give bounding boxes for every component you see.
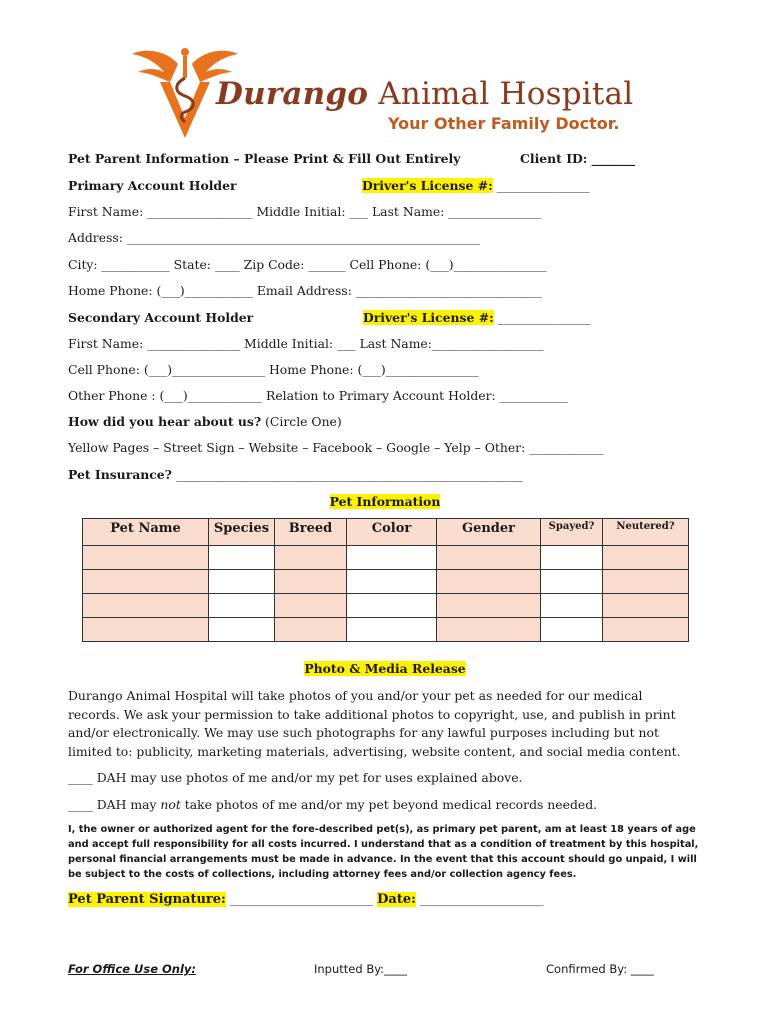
address-line[interactable]: Address: _________________________________________________________ [68, 230, 481, 245]
table-cell[interactable] [275, 594, 347, 618]
secondary-name-line[interactable]: First Name: _______________ Middle Initial: ___ Last Name:__________________ [68, 336, 544, 351]
column-header: Breed [275, 519, 347, 546]
media-consent-option[interactable]: ____ DAH may use photos of me and/or my pet for uses explained above. [68, 770, 523, 785]
table-cell[interactable] [275, 546, 347, 570]
pet-info-table [82, 518, 689, 642]
table-cell[interactable] [603, 546, 689, 570]
table-cell[interactable] [437, 546, 541, 570]
confirmed-by-field[interactable]: Confirmed By: ____ [546, 962, 654, 976]
media-decline-option[interactable]: ____ DAH may not take photos of me and/or my pet beyond medical records needed. [68, 797, 598, 812]
table-cell[interactable] [83, 570, 209, 594]
column-header: Neutered? [603, 519, 689, 546]
table-cell[interactable] [275, 618, 347, 642]
referral-question: How did you hear about us? (Circle One) [68, 414, 342, 429]
media-release-heading: Photo & Media Release [304, 661, 466, 676]
table-cell[interactable] [83, 546, 209, 570]
primary-name-line[interactable]: First Name: _________________ Middle Initial: ___ Last Name: _______________ [68, 204, 542, 219]
table-cell[interactable] [603, 594, 689, 618]
column-header: Color [347, 519, 437, 546]
inputted-by-field[interactable]: Inputted By:____ [314, 962, 408, 976]
table-row [83, 570, 689, 594]
table-cell[interactable] [209, 618, 275, 642]
client-id-field[interactable]: Client ID: _______ [520, 151, 636, 166]
table-cell[interactable] [347, 618, 437, 642]
table-cell[interactable] [209, 546, 275, 570]
table-cell[interactable] [347, 570, 437, 594]
media-heading-wrap [0, 661, 770, 677]
media-release-paragraph: Durango Animal Hospital will take photos of you and/or your pet as needed for our medical records. We ask your permission to take additional photos to copyright, use, and publish in print and/or electronically. We may use such photographs for any lawful purposes including but not limited to: publicity, marketing materials, advertising, website content, and social media content. [68, 688, 681, 759]
table-cell[interactable] [83, 618, 209, 642]
hospital-tagline: Your Other Family Doctor. [388, 114, 620, 133]
table-cell[interactable] [209, 594, 275, 618]
secondary-license-field[interactable]: Driver's License #: _______________ [363, 310, 591, 325]
table-cell[interactable] [347, 546, 437, 570]
table-cell[interactable] [83, 594, 209, 618]
table-cell[interactable] [209, 570, 275, 594]
table-cell[interactable] [541, 594, 603, 618]
column-header: Species [209, 519, 275, 546]
table-cell[interactable] [275, 570, 347, 594]
table-cell[interactable] [541, 546, 603, 570]
table-row [83, 618, 689, 642]
column-header: Spayed? [541, 519, 603, 546]
signature-label: Pet Parent Signature: [68, 892, 226, 907]
pet-info-heading-wrap [0, 494, 770, 510]
signature-line[interactable]: Pet Parent Signature: ______________________ Date: ___________________ [68, 892, 544, 907]
referral-options[interactable]: Yellow Pages – Street Sign – Website – Facebook – Google – Yelp – Other: ____________ [68, 440, 604, 455]
city-state-zip-line[interactable]: City: ___________ State: ____ Zip Code: ______ Cell Phone: (___)_______________ [68, 257, 547, 272]
table-row [83, 546, 689, 570]
table-cell[interactable] [541, 618, 603, 642]
hospital-name: Durango Animal Hospital [216, 76, 634, 112]
primary-license-label: Driver's License #: [362, 178, 493, 193]
table-cell[interactable] [603, 570, 689, 594]
secondary-license-label: Driver's License #: [363, 310, 494, 325]
table-cell[interactable] [437, 570, 541, 594]
table-cell[interactable] [603, 618, 689, 642]
table-row [83, 594, 689, 618]
column-header: Gender [437, 519, 541, 546]
other-phone-line[interactable]: Other Phone : (___)____________ Relation to Primary Account Holder: ___________ [68, 388, 568, 403]
table-cell[interactable] [541, 570, 603, 594]
secondary-phone-line[interactable]: Cell Phone: (___)_______________ Home Phone: (___)_______________ [68, 362, 479, 377]
secondary-holder-heading: Secondary Account Holder [68, 310, 254, 325]
table-header-row [83, 519, 689, 546]
pet-info-heading: Pet Information [329, 494, 441, 509]
home-email-line[interactable]: Home Phone: (___)___________ Email Address: ______________________________ [68, 283, 542, 298]
form-title: Pet Parent Information – Please Print & Fill Out Entirely [68, 151, 461, 166]
hospital-logo [130, 42, 650, 142]
table-cell[interactable] [347, 594, 437, 618]
primary-license-field[interactable]: Driver's License #: _______________ [362, 178, 590, 193]
column-header: Pet Name [83, 519, 209, 546]
date-label: Date: [377, 892, 416, 907]
office-use-label: For Office Use Only: [68, 962, 197, 976]
pet-insurance-line[interactable]: Pet Insurance? ________________________________________________________ [68, 467, 523, 482]
table-cell[interactable] [437, 618, 541, 642]
primary-holder-heading: Primary Account Holder [68, 178, 237, 193]
legal-disclaimer: I, the owner or authorized agent for the fore-described pet(s), as primary pet parent, am at least 18 years of age and accept full responsibility for all costs incurred. I understand that as a condition of treatment by this hospital, personal financial arrangements must be made in advance. In the event that this account should go unpaid, I will be subject to the costs of collections, including attorney fees and/or collection agency fees. [68, 824, 699, 880]
table-cell[interactable] [437, 594, 541, 618]
